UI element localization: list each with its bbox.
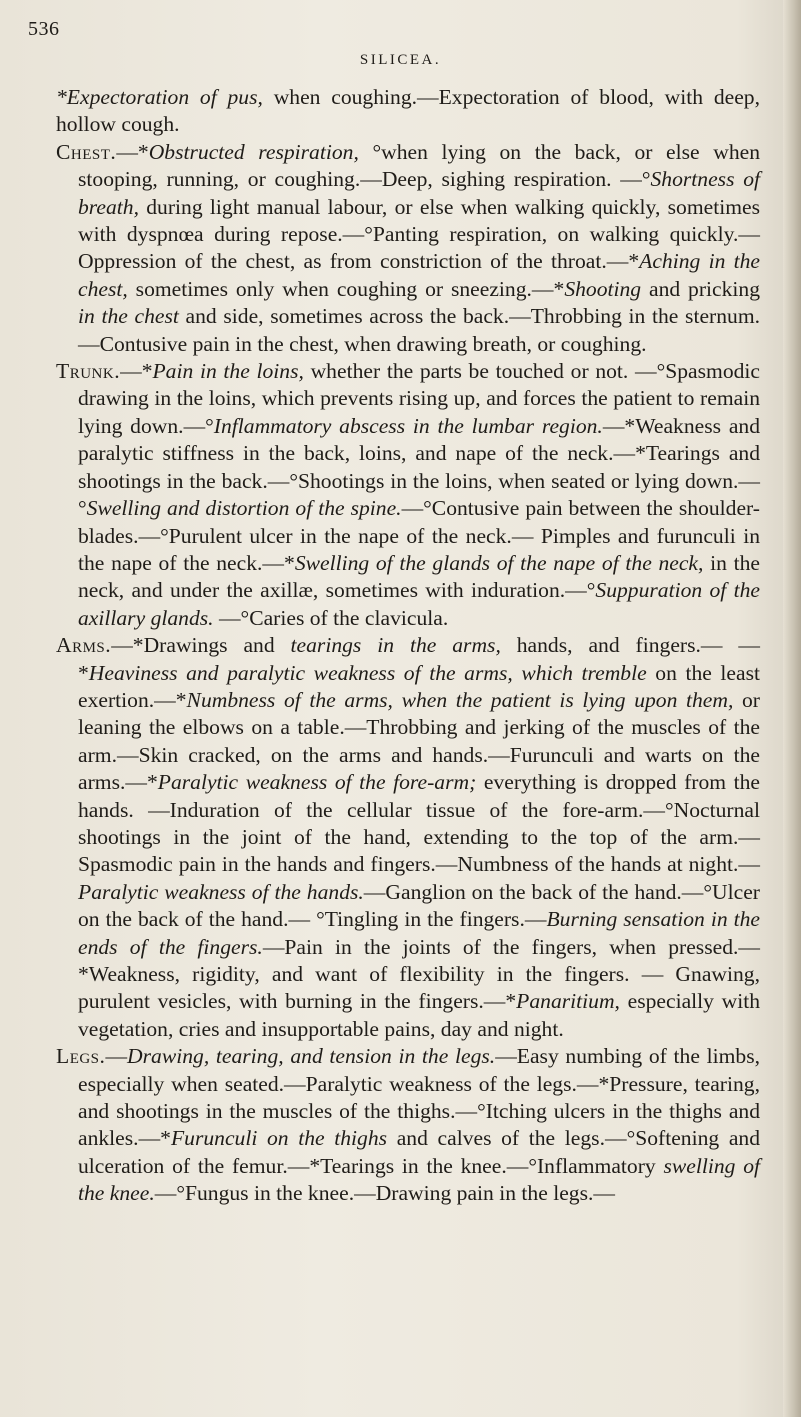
- italic-run: Suppuration of the axillary glands.: [78, 578, 760, 630]
- text-run: —*Weakness and paralytic stiffness in the back, loins, and nape of the neck.—*Tearings and shootings in the back.—°Shootings in the loins, when seated or lying down.— °: [78, 413, 760, 521]
- page-edge: [783, 0, 801, 1417]
- italic-run: Shortness of breath,: [78, 167, 760, 219]
- italic-run: Obstructed respiration,: [148, 139, 359, 164]
- section-trunk: [56, 358, 760, 632]
- section-chest: [56, 139, 760, 358]
- text-run: hands, and fingers.— —*: [78, 633, 760, 685]
- paragraph-expectoration: [56, 84, 760, 139]
- section-arms: [56, 632, 760, 1043]
- italic-run: tearings in the arms,: [290, 633, 501, 658]
- text-run: in the neck, and under the axillæ, sometimes with induration.—°: [78, 550, 760, 603]
- italic-run: Panaritium,: [516, 989, 620, 1014]
- italic-run: Swelling and distortion of the spine.: [86, 496, 402, 521]
- italic-run: Heaviness and paralytic weakness of the arms, which tremble: [88, 660, 647, 685]
- section-heading: Legs.: [56, 1044, 106, 1069]
- text-run: whether the parts be touched or not. —°Spasmodic drawing in the loins, which prevents rising up, and forces the patient to remain lying down.—°: [78, 359, 760, 438]
- italic-run: Swelling of the glands of the nape of the neck,: [294, 550, 704, 575]
- text-run: or leaning the elbows on a table.—Throbbing and jerking of the muscles of the arm.—Skin cracked, on the arms and hands.—Furunculi and warts on the arms.—*: [78, 687, 760, 795]
- section-legs: [56, 1043, 760, 1207]
- text-run: especially with vegetation, cries and insupportable pains, day and night.: [78, 989, 760, 1041]
- body-text: [56, 84, 760, 1208]
- italic-run: Drawing, tearing, and tension in the legs.: [127, 1044, 496, 1069]
- italic-run: Pain in the loins,: [152, 359, 304, 384]
- italic-run: Burning sensation in the ends of the fingers.: [78, 907, 761, 959]
- italic-run: swelling of the knee.: [78, 1153, 760, 1206]
- text-run: when coughing.—Expectoration of blood, with deep, hollow cough.: [56, 85, 760, 137]
- italic-run: Numbness of the arms, when the patient is lying upon them,: [186, 687, 734, 712]
- text-run: —°Fungus in the knee.—Drawing pain in the legs.—: [154, 1181, 615, 1206]
- text-run: —*: [116, 139, 149, 164]
- text-run: —°Contusive pain between the shoulder-blades.—°Purulent ulcer in the nape of the neck.— Pimples and furunculi in the nape of the neck.—*: [78, 496, 760, 575]
- italic-run: *Expectoration of pus,: [56, 85, 263, 109]
- section-heading: Trunk.: [56, 359, 121, 384]
- text-run: —Easy numbing of the limbs, especially when seated.—Paralytic weakness of the legs.—*Pressure, tearing, and shootings in the muscles of the thighs.—°Itching ulcers in the thighs and ankles.—*: [78, 1044, 760, 1151]
- italic-run: Paralytic weakness of the hands.: [78, 879, 364, 904]
- text-run: and side, sometimes across the back.—Throbbing in the sternum.—Contusive pain in the chest, when drawing breath, or coughing.: [78, 304, 761, 356]
- page-number: 536: [28, 18, 60, 40]
- italic-run: Paralytic weakness of the fore-arm;: [157, 770, 477, 795]
- text-run: everything is dropped from the hands. —Induration of the cellular tissue of the fore-arm.—°Nocturnal shootings in the joint of the hand, extending to the top of the arm.—Spasmodic pain in the hands and fingers.—Numbness of the hands at night.—: [78, 770, 761, 877]
- text-run: —Ganglion on the back of the hand.—°Ulcer on the back of the hand.— °Tingling in the fingers.—: [78, 879, 760, 932]
- italic-run: Aching in the chest,: [78, 249, 760, 301]
- italic-run: Inflammatory abscess in the lumbar region.: [213, 413, 603, 438]
- section-heading: Arms.: [56, 633, 112, 658]
- text-run: and calves of the legs.—°Softening and ulceration of the femur.—*Tearings in the knee.—°Inflammatory: [78, 1126, 760, 1178]
- running-title: SILICEA.: [359, 52, 442, 68]
- text-run: —: [105, 1044, 128, 1069]
- italic-run: Shooting: [564, 276, 642, 301]
- text-run: °when lying on the back, or else when stooping, running, or coughing.—Deep, sighing respiration. —°: [78, 139, 761, 192]
- section-heading: Chest.: [56, 139, 117, 164]
- text-run: sometimes only when coughing or sneezing.—*: [127, 276, 565, 301]
- text-run: on the least exertion.—*: [78, 660, 760, 712]
- text-run: —*: [120, 359, 153, 384]
- text-run: —Pain in the joints of the fingers, when pressed.—*Weakness, rigidity, and want of flexibility in the fingers. — Gnawing, purulent vesicles, with burning in the fingers.—*: [78, 934, 760, 1014]
- italic-run: in the chest: [78, 304, 179, 329]
- text-run: —*Drawings and: [111, 633, 291, 658]
- text-run: —°Caries of the clavicula.: [213, 605, 449, 630]
- text-run: and pricking: [641, 276, 761, 301]
- italic-run: Furunculi on the thighs: [170, 1126, 388, 1151]
- text-run: during light manual labour, or else when walking quickly, sometimes with dyspnœa during repose.—°Panting respiration, on walking quickly.—Oppression of the chest, as from constriction of the throat.—*: [78, 194, 760, 274]
